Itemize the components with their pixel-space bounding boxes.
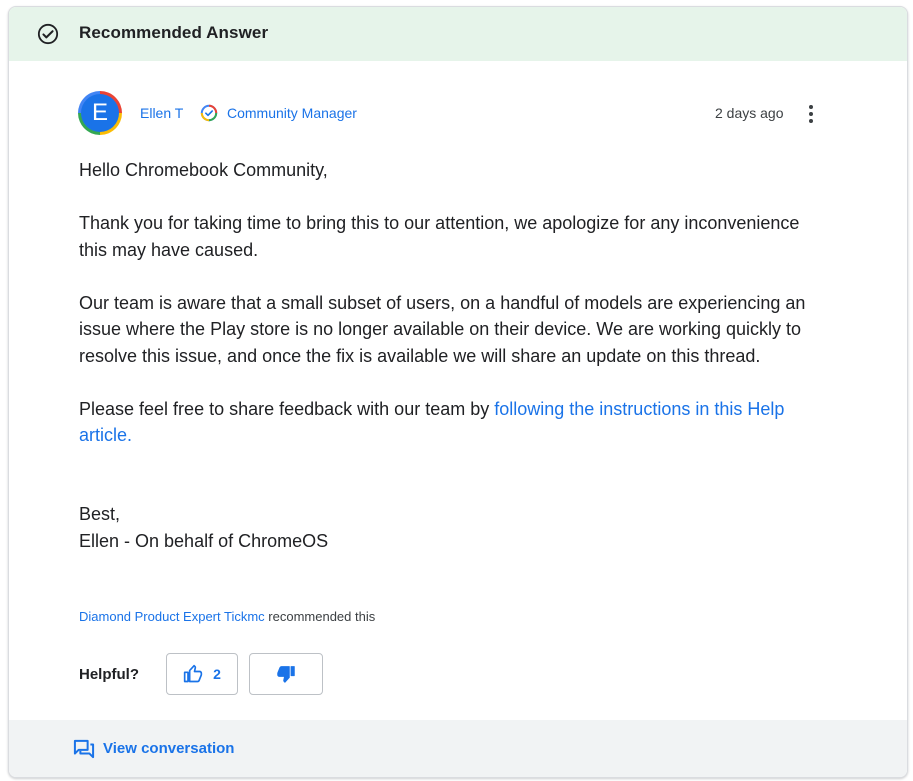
paragraph-1: Thank you for taking time to bring this to our attention, we apologize for any inconvenience this may have caused. [79,213,800,260]
avatar-letter: E [81,94,119,132]
thumb-down-icon [276,664,296,684]
banner-title: Recommended Answer [79,23,269,42]
recommended-by [79,609,375,624]
footer-bar [9,720,907,777]
avatar[interactable] [78,91,122,135]
helpful-label: Helpful? [79,666,139,683]
post-timestamp: 2 days ago [715,105,784,121]
thumbs-up-button[interactable] [166,653,238,695]
thumbs-up-count: 2 [213,666,221,682]
role-label[interactable]: Community Manager [227,105,357,121]
author-name[interactable]: Ellen T [140,105,184,121]
sign-off: Best, [79,504,121,524]
recommended-answer-card [8,6,908,778]
thumbs-down-button[interactable] [249,653,323,695]
forum-icon [73,739,95,759]
thumb-up-icon [183,664,203,684]
signature: Ellen - On behalf of ChromeOS [79,530,329,551]
recommended-suffix: recommended this [264,609,376,624]
paragraph-3 [79,396,829,449]
greeting: Hello Chromebook Community, [79,160,328,180]
recommended-banner [9,7,907,61]
signature-block [79,501,328,554]
paragraph-2: Our team is aware that a small subset of users, on a handful of models are experiencing an issue where the Play store is no longer available on their device. We are working quickly to resolve this issue, and once the fix is available we will share an update on this thread. [79,292,806,366]
post-body [79,157,829,475]
paragraph-3-text: Please feel free to share feedback with our team by [79,398,495,419]
view-conversation-link[interactable]: View conversation [103,740,235,757]
more-vert-icon[interactable] [801,103,821,125]
recommender-link[interactable]: Diamond Product Expert Tickmc [79,609,265,624]
verified-badge-icon [200,104,218,122]
check-circle-icon [37,23,59,45]
help-article-link[interactable]: following the instructions in this Help article. [79,398,785,445]
